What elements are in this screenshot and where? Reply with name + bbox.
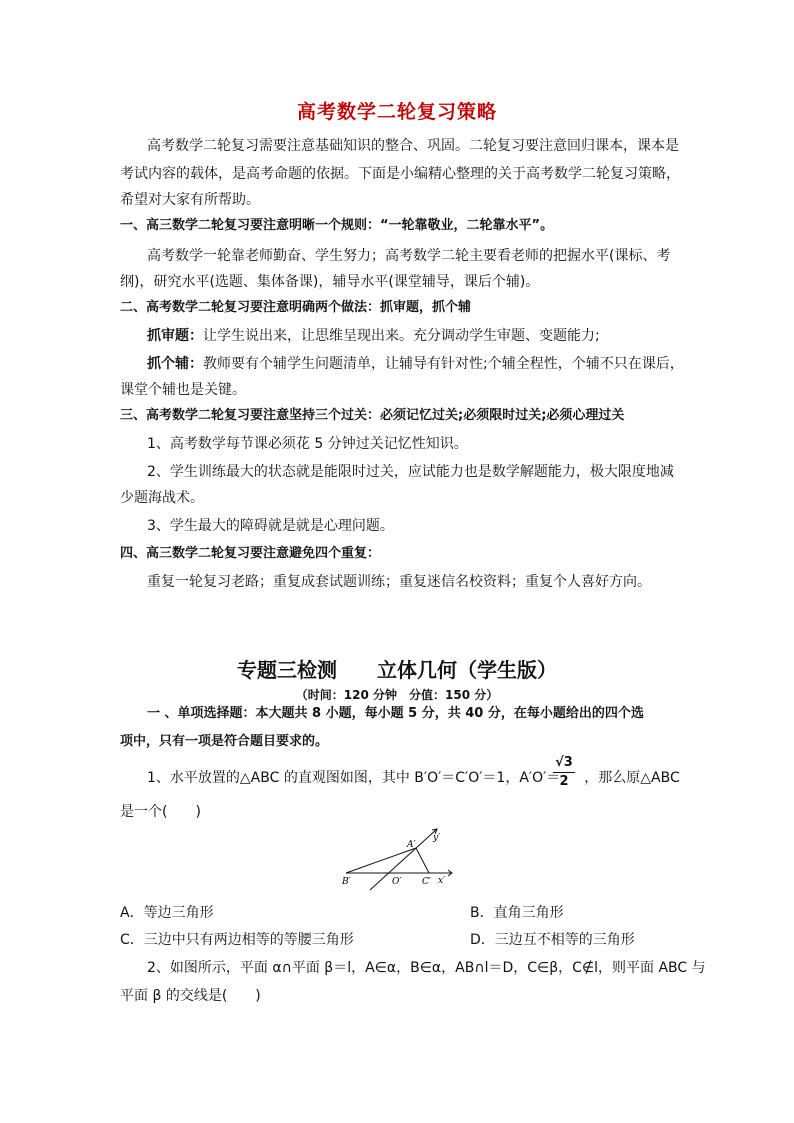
edge-AC xyxy=(416,848,429,873)
paragraph-3-item3: 3、学生最大的障碍就是就是心理问题。 xyxy=(147,518,394,534)
paragraph-2b-text: 教师要有个辅学生问题清单，让辅导有针对性;个辅全程性，个辅不只在课后， xyxy=(203,356,684,372)
label-B: B′ xyxy=(342,877,351,887)
question-2-line1: 2、如图所示，平面 α∩平面 β＝l，A∈α，B∈α，AB∩l＝D，C∈β，C∉l，则平面 ABC 与 xyxy=(147,960,706,976)
question-1-text: 1、水平放置的△ABC 的直观图如图，其中 B′O′＝C′O′＝1，A′O′＝ xyxy=(147,770,561,786)
section2-intro-line2: 项中，只有一项是符合题目要求的。 xyxy=(120,734,329,749)
question-1-text-end: ，那么原△ABC xyxy=(584,770,680,786)
option-b: B．直角三角形 xyxy=(470,905,564,921)
paragraph-2a xyxy=(147,326,600,346)
label-y: y′ xyxy=(433,833,441,843)
section1-intro-line3: 希望对大家有所帮助。 xyxy=(120,192,260,208)
label-x: x′ xyxy=(438,876,446,886)
question-1-line2: 是一个( ) xyxy=(120,804,201,820)
fraction-numerator: √3 xyxy=(553,754,575,773)
paragraph-4: 重复一轮复习老路；重复成套试题训练；重复迷信名校资料；重复个人喜好方向。 xyxy=(147,574,651,590)
option-d: D．三边互不相等的三角形 xyxy=(470,932,635,948)
question-1-line1 xyxy=(147,768,680,788)
paragraph-2a-text: 让学生说出来，让思维呈现出来。充分调动学生审题、变题能力; xyxy=(203,328,600,344)
label-C: C′ xyxy=(422,877,431,887)
paragraph-3-item2-line1: 2、学生训练最大的状态就是能限时过关，应试能力也是数学解题能力，极大限度地减 xyxy=(147,464,674,480)
heading-3: 三、高考数学二轮复习要注意坚持三个过关：必须记忆过关;必须限时过关;必须心理过关 xyxy=(120,408,625,423)
fraction-denominator: 2 xyxy=(559,774,569,789)
option-a: A．等边三角形 xyxy=(120,905,214,921)
section1-intro-line2: 考试内容的载体，是高考命题的依据。下面是小编精心整理的关于高考数学二轮复习策略， xyxy=(120,166,680,182)
section1-intro-line1: 高考数学二轮复习需要注意基础知识的整合、巩固。二轮复习要注意回归课本，课本是 xyxy=(147,138,679,154)
paragraph-3-item2-line2: 少题海战术。 xyxy=(120,490,204,506)
paragraph-1-line2: 纲)，研究水平(选题、集体备课)，辅导水平(课堂辅导，课后个辅)。 xyxy=(120,274,540,290)
section2-subtitle: （时间：120 分钟 分值：150 分） xyxy=(295,688,499,702)
paragraph-2b-line2: 课堂个辅也是关键。 xyxy=(120,382,246,398)
heading-1: 一、高三数学二轮复习要注意明晰一个规则：“一轮靠敬业，二轮靠水平”。 xyxy=(120,218,554,233)
section2-intro-line1: 一 、单项选择题：本大题共 8 小题，每小题 5 分，共 40 分，在每小题给出的四个选 xyxy=(147,706,644,721)
label-O: O′ xyxy=(392,877,402,887)
option-c: C．三边中只有两边相等的等腰三角形 xyxy=(120,932,354,948)
paragraph-2b-label: 抓个辅： xyxy=(147,356,203,372)
paragraph-1-line1: 高考数学一轮靠老师勤奋、学生努力；高考数学二轮主要看老师的把握水平(课标、考 xyxy=(147,248,671,264)
heading-4: 四、高三数学二轮复习要注意避免四个重复： xyxy=(120,546,381,561)
fraction-sqrt3-over-2 xyxy=(553,754,575,791)
heading-2: 二、高考数学二轮复习要注意明确两个做法：抓审题，抓个辅 xyxy=(120,300,472,315)
paragraph-2a-label: 抓审题： xyxy=(147,328,203,344)
paragraph-3-item1: 1、高考数学每节课必须花 5 分钟过关记忆性知识。 xyxy=(147,436,468,452)
triangle-figure xyxy=(340,826,460,892)
section1-title: 高考数学二轮复习策略 xyxy=(296,101,497,123)
paragraph-2b-line1 xyxy=(147,354,684,374)
edge-BA xyxy=(346,848,416,873)
section2-title: 专题三检测 立体几何（学生版） xyxy=(237,658,557,682)
label-A: A′ xyxy=(407,840,416,850)
question-2-line2: 平面 β 的交线是( ) xyxy=(120,988,261,1004)
